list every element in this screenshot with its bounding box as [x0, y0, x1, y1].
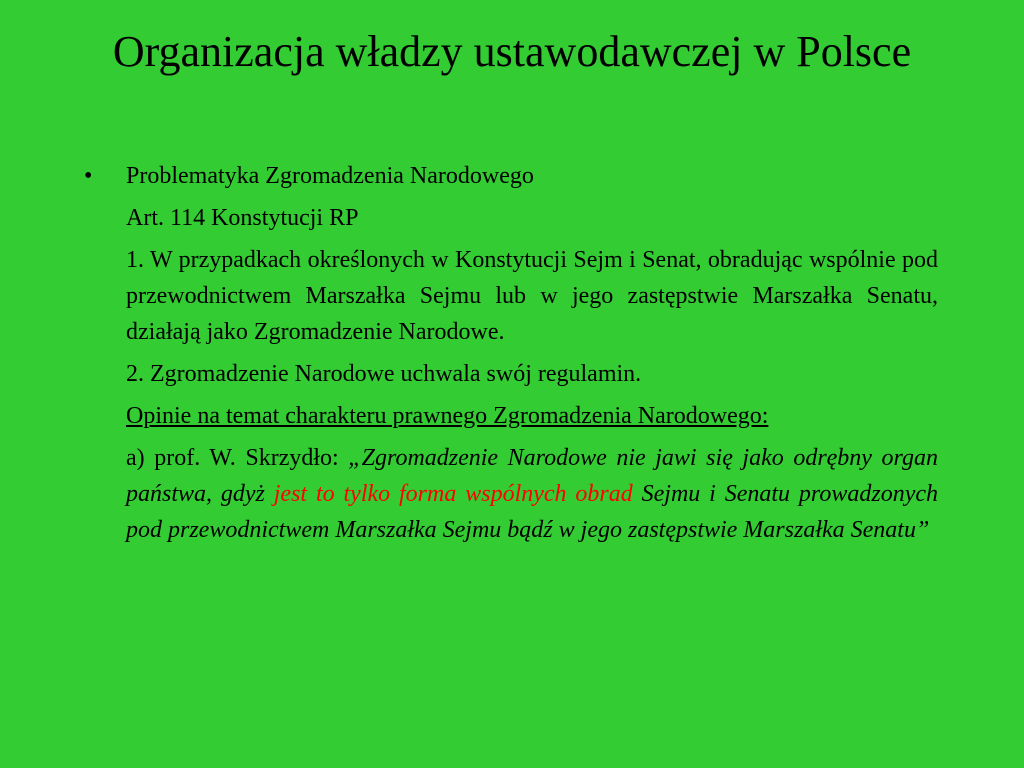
quote-text-end: Sejmu i Senatu prowadzonych pod przewodnictwem Marszałka Sejmu bądź w jego zastępstwie Marszałka Senatu”: [126, 481, 938, 543]
slide-content: [84, 158, 938, 548]
bullet-item: [84, 158, 938, 194]
bullet-text: Problematyka Zgromadzenia Narodowego: [126, 163, 534, 189]
quote-paragraph: [126, 440, 938, 548]
article-reference: Art. 114 Konstytucji RP: [126, 205, 359, 231]
quote-text-start: „Zgromadzenie Narodowe nie jawi się jako odrębny organ państwa, gdyż: [126, 445, 938, 507]
opinions-heading: Opinie na temat charakteru prawnego Zgromadzenia Narodowego:: [126, 403, 769, 429]
paragraph-1: 1. W przypadkach określonych w Konstytucji Sejm i Senat, obradując wspólnie pod przewodnictwem Marszałka Sejmu lub w jego zastępstwie Marszałka Senatu, działają jako Zgromadzenie Narodowe.: [126, 247, 938, 345]
bullet-icon: •: [84, 163, 93, 189]
quote-highlight: jest to tylko forma wspólnych obrad: [273, 481, 633, 507]
quote-prefix: a) prof. W. Skrzydło:: [126, 445, 349, 471]
slide-title: Organizacja władzy ustawodawczej w Polsce: [112, 27, 912, 76]
paragraph-2: 2. Zgromadzenie Narodowe uchwala swój regulamin.: [126, 361, 642, 387]
